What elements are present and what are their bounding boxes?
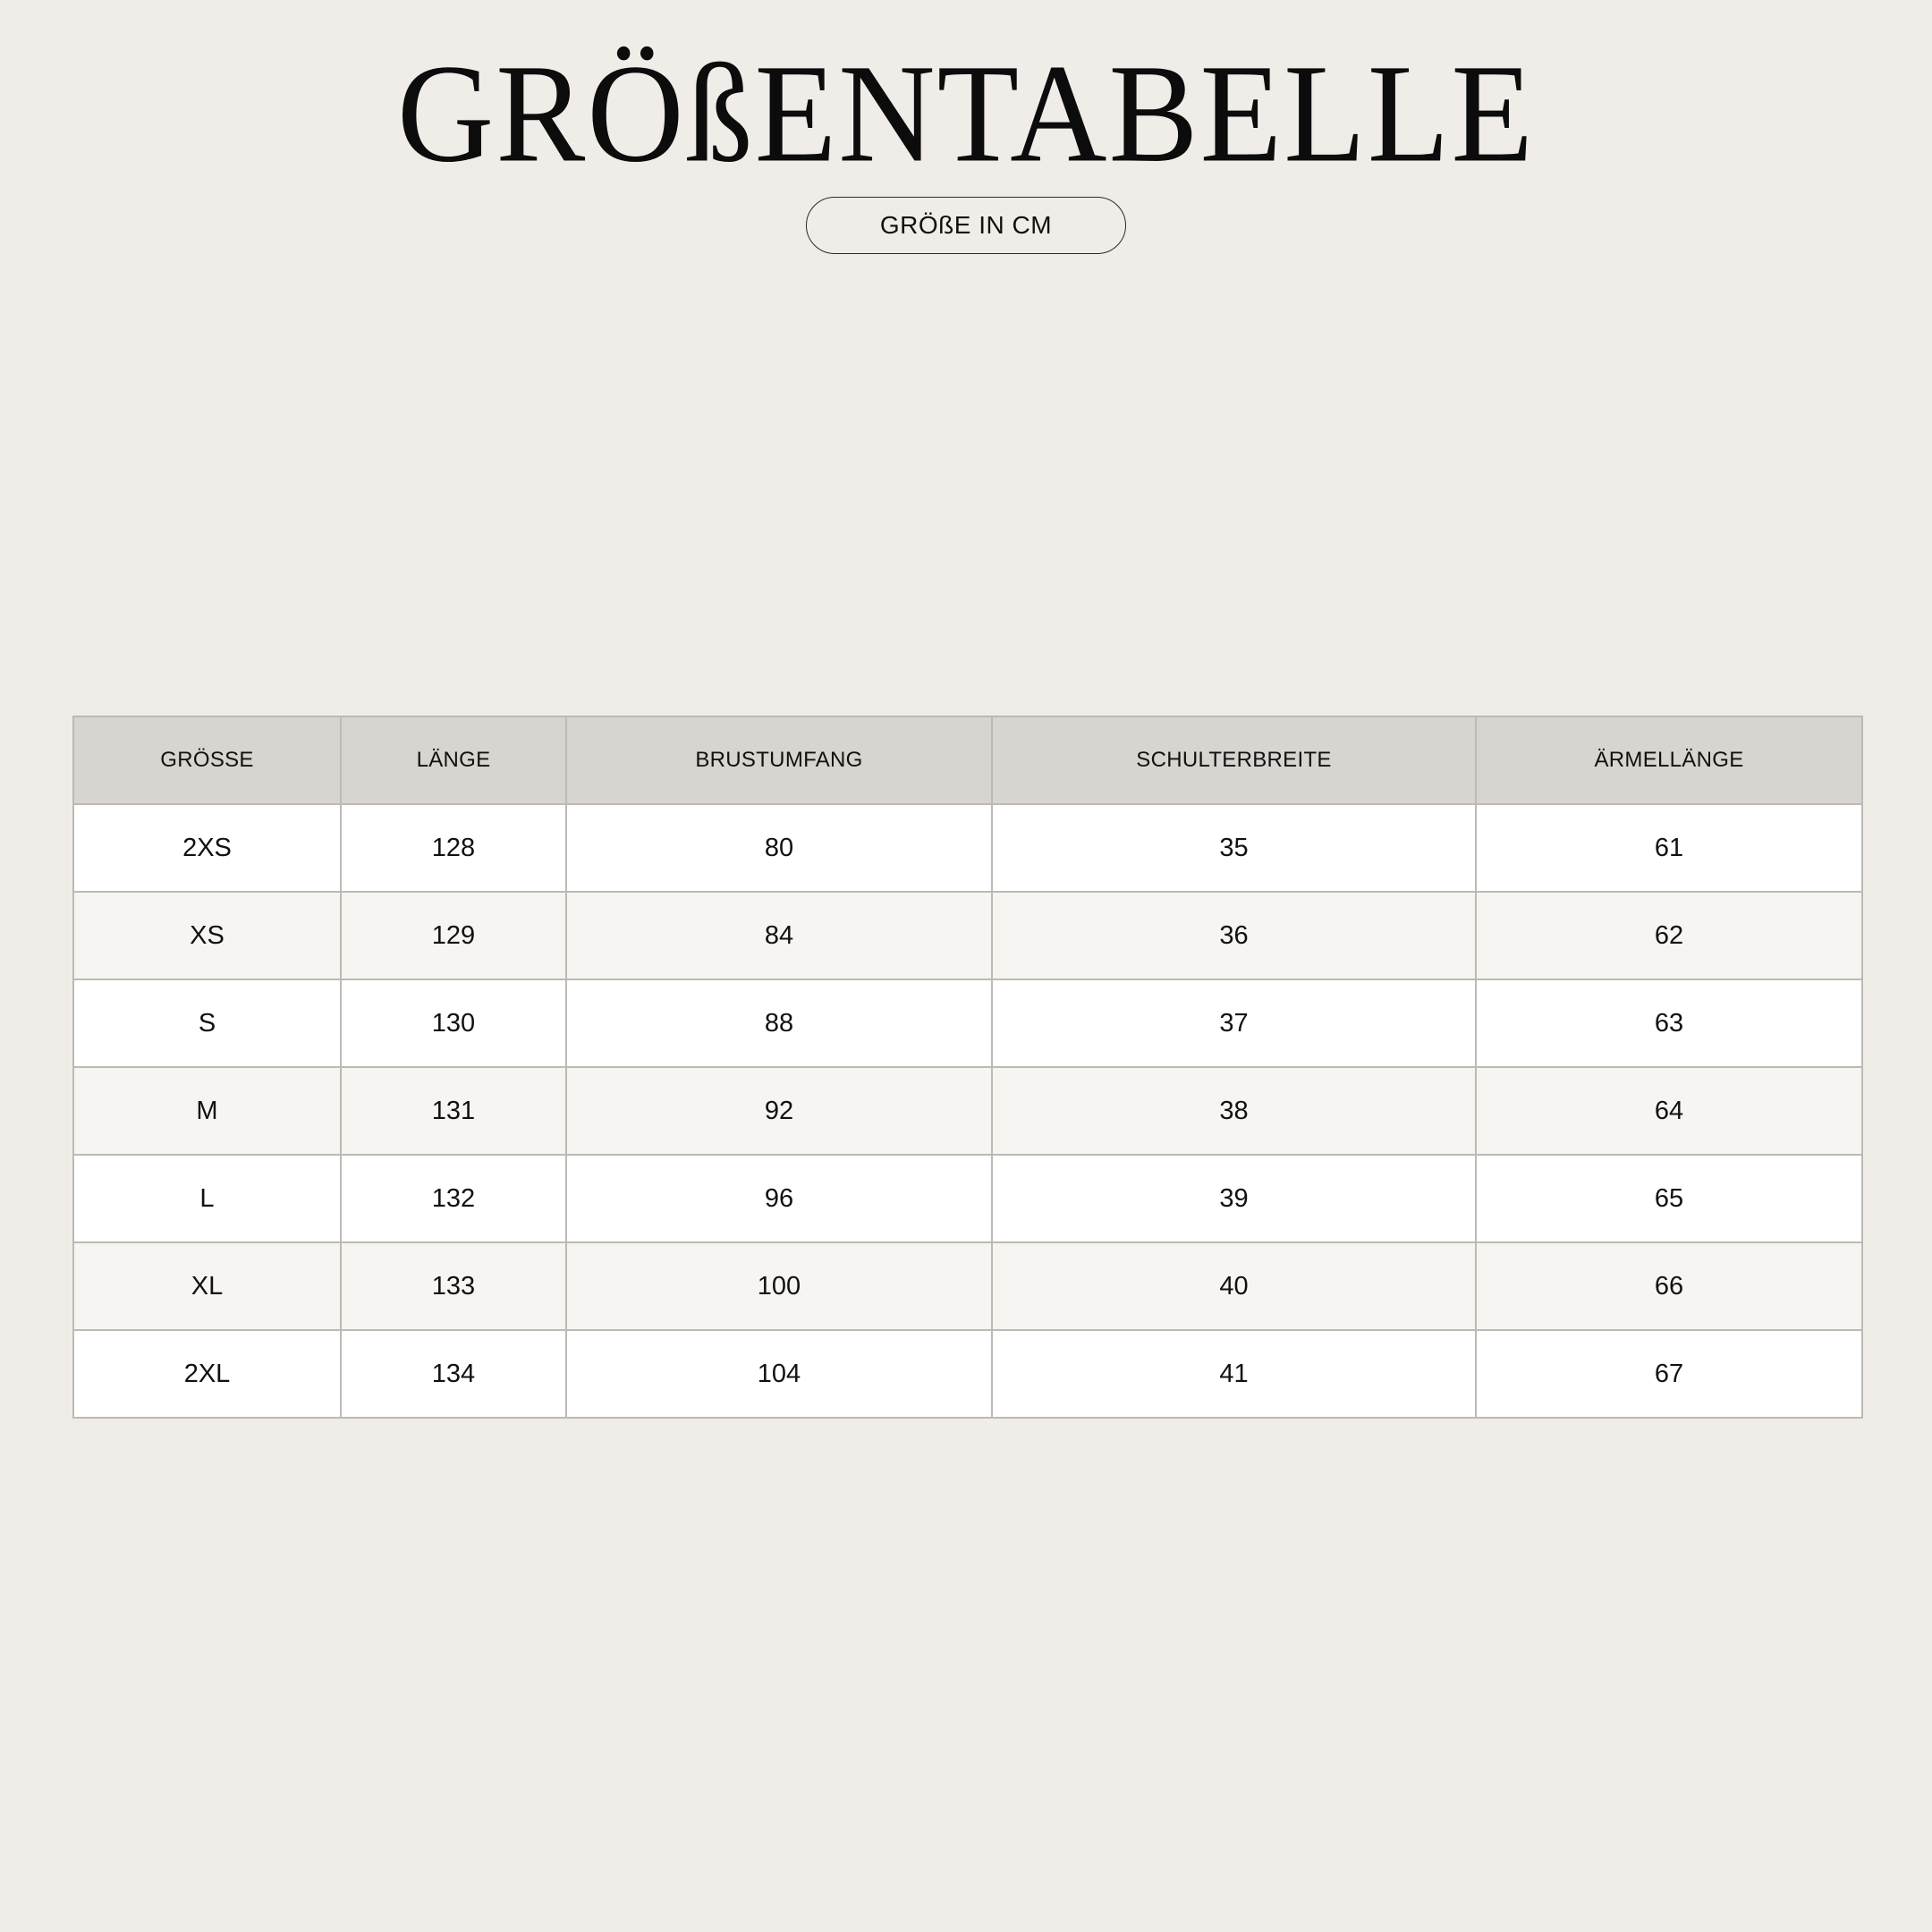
cell-sleeve: 65 bbox=[1476, 1155, 1862, 1242]
cell-length: 131 bbox=[341, 1067, 566, 1155]
page-title: GRÖßENTABELLE bbox=[396, 35, 1536, 192]
cell-length: 129 bbox=[341, 892, 566, 979]
cell-shoulder: 37 bbox=[992, 979, 1476, 1067]
cell-length: 128 bbox=[341, 804, 566, 892]
cell-length: 133 bbox=[341, 1242, 566, 1330]
table-row bbox=[73, 1155, 1862, 1242]
table-row bbox=[73, 892, 1862, 979]
cell-size: S bbox=[73, 979, 341, 1067]
header-chest: BRUSTUMFANG bbox=[566, 716, 992, 804]
cell-sleeve: 67 bbox=[1476, 1330, 1862, 1418]
cell-size: L bbox=[73, 1155, 341, 1242]
cell-shoulder: 41 bbox=[992, 1330, 1476, 1418]
header-row bbox=[73, 716, 1862, 804]
cell-chest: 104 bbox=[566, 1330, 992, 1418]
table-body bbox=[73, 804, 1862, 1418]
cell-chest: 96 bbox=[566, 1155, 992, 1242]
cell-length: 132 bbox=[341, 1155, 566, 1242]
cell-size: XL bbox=[73, 1242, 341, 1330]
cell-length: 130 bbox=[341, 979, 566, 1067]
size-table bbox=[72, 716, 1863, 1419]
header-sleeve: ÄRMELLÄNGE bbox=[1476, 716, 1862, 804]
table-row bbox=[73, 1242, 1862, 1330]
cell-shoulder: 36 bbox=[992, 892, 1476, 979]
cell-length: 134 bbox=[341, 1330, 566, 1418]
cell-size: 2XL bbox=[73, 1330, 341, 1418]
cell-sleeve: 63 bbox=[1476, 979, 1862, 1067]
table-row bbox=[73, 979, 1862, 1067]
cell-chest: 80 bbox=[566, 804, 992, 892]
cell-sleeve: 61 bbox=[1476, 804, 1862, 892]
cell-shoulder: 39 bbox=[992, 1155, 1476, 1242]
cell-chest: 88 bbox=[566, 979, 992, 1067]
header-shoulder: SCHULTERBREITE bbox=[992, 716, 1476, 804]
cell-sleeve: 64 bbox=[1476, 1067, 1862, 1155]
cell-chest: 100 bbox=[566, 1242, 992, 1330]
cell-shoulder: 35 bbox=[992, 804, 1476, 892]
header-length: LÄNGE bbox=[341, 716, 566, 804]
header-size: GRÖSSE bbox=[73, 716, 341, 804]
table-header bbox=[73, 716, 1862, 804]
cell-chest: 84 bbox=[566, 892, 992, 979]
cell-shoulder: 38 bbox=[992, 1067, 1476, 1155]
cell-size: XS bbox=[73, 892, 341, 979]
cell-size: M bbox=[73, 1067, 341, 1155]
cell-sleeve: 62 bbox=[1476, 892, 1862, 979]
table-row bbox=[73, 1330, 1862, 1418]
cell-size: 2XS bbox=[73, 804, 341, 892]
cell-sleeve: 66 bbox=[1476, 1242, 1862, 1330]
table-row bbox=[73, 804, 1862, 892]
unit-badge: GRÖßE IN CM bbox=[806, 197, 1126, 254]
cell-shoulder: 40 bbox=[992, 1242, 1476, 1330]
cell-chest: 92 bbox=[566, 1067, 992, 1155]
table-row bbox=[73, 1067, 1862, 1155]
